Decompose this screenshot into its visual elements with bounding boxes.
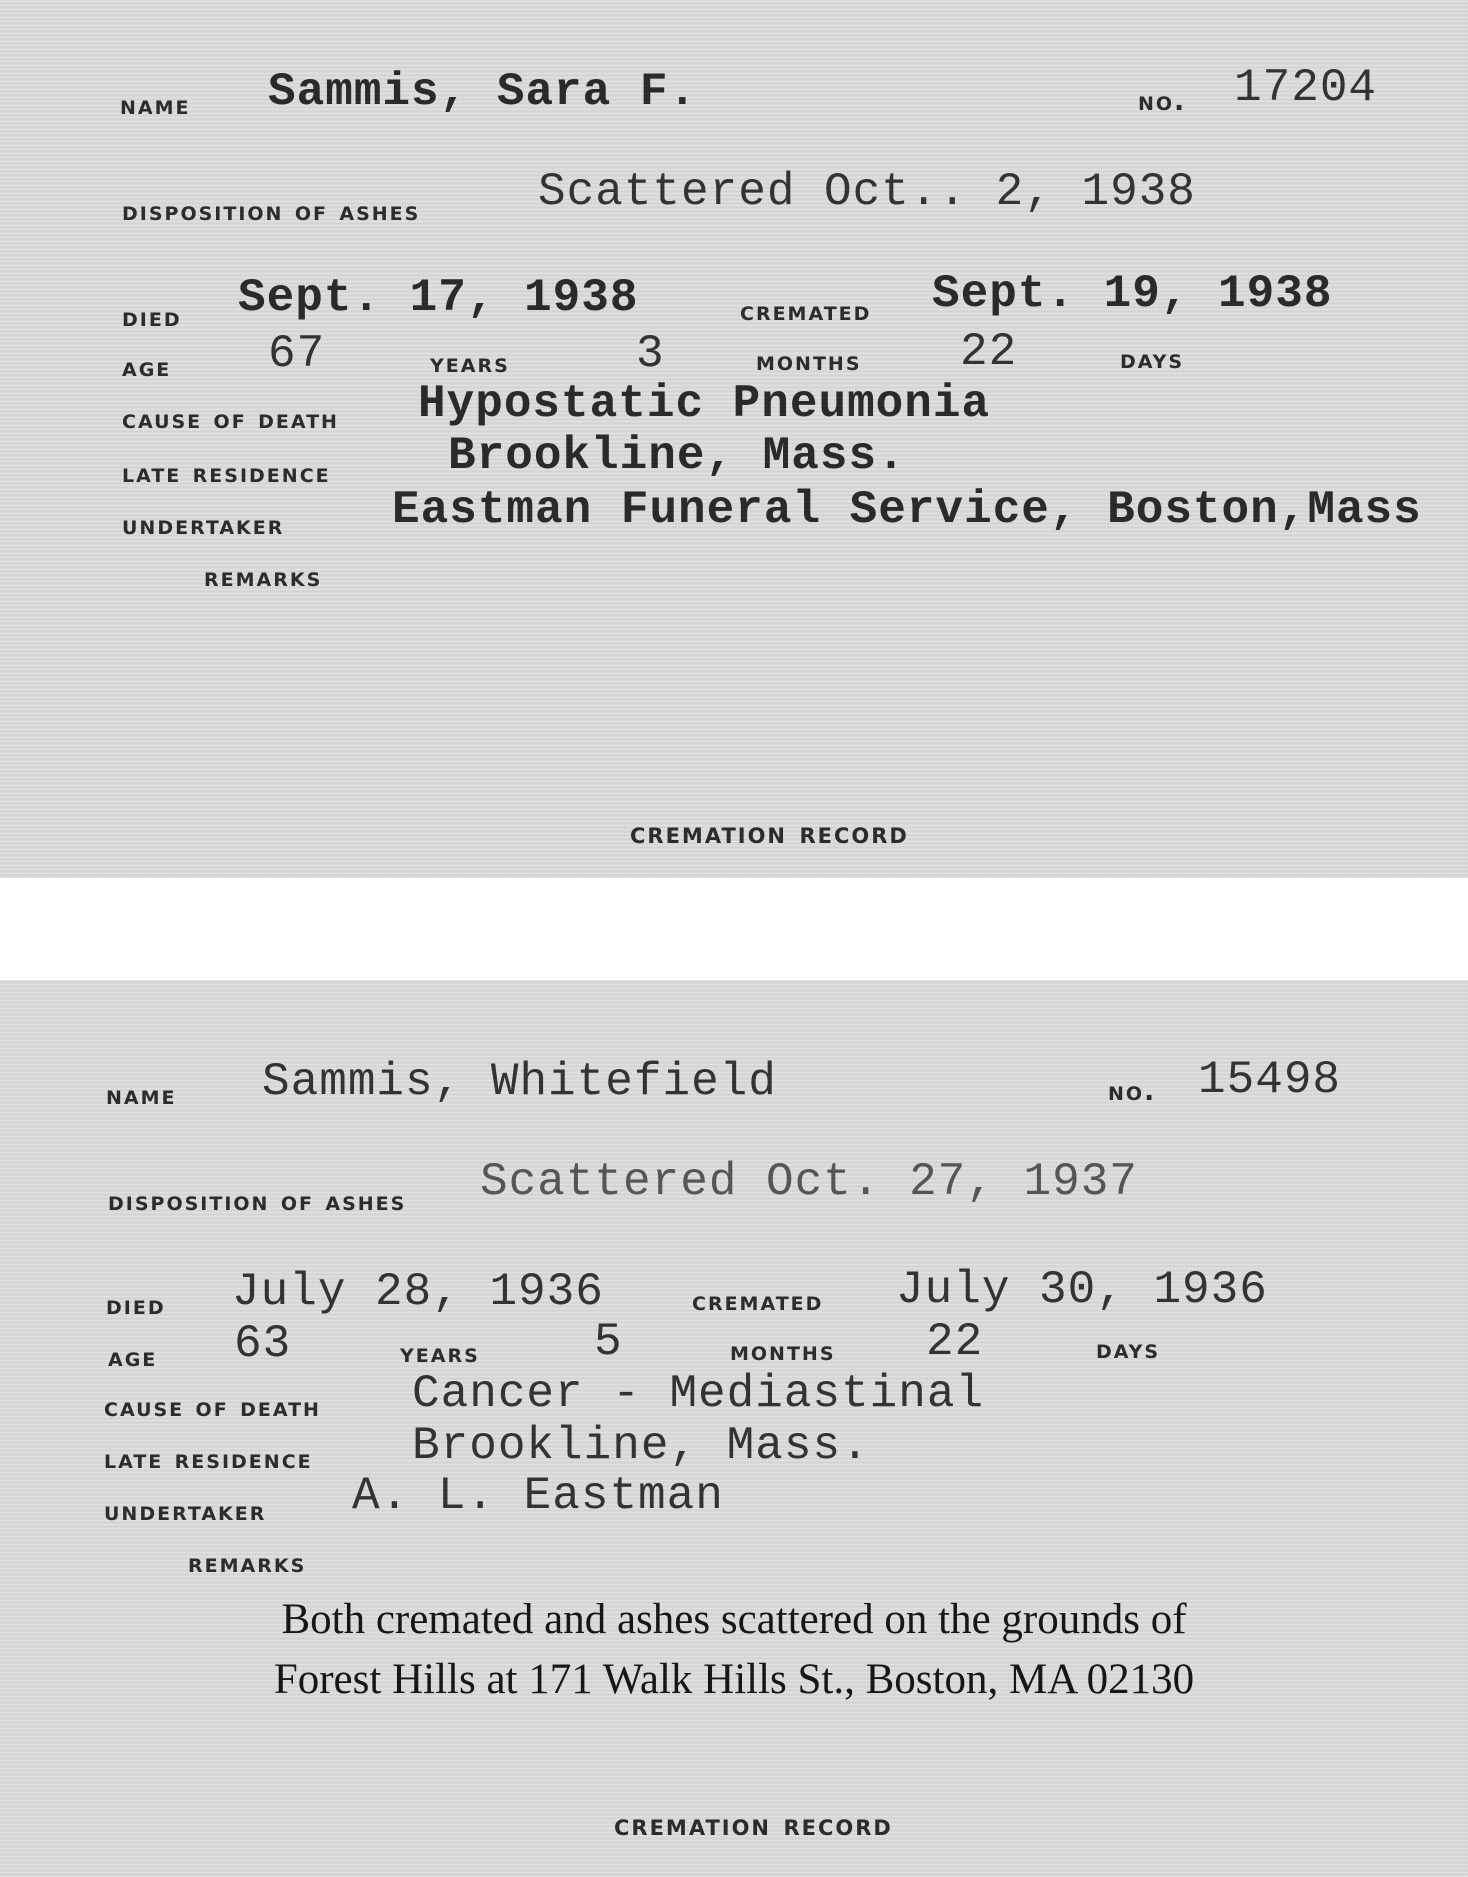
undertaker-label: undertaker xyxy=(104,1496,267,1527)
undertaker-label: undertaker xyxy=(122,510,285,541)
cremated-value: July 30, 1936 xyxy=(896,1264,1268,1316)
cremation-record-title: cremation record xyxy=(614,1808,893,1843)
cremated-label: cremated xyxy=(692,1286,824,1317)
remarks-label: remarks xyxy=(204,562,323,593)
name-label: name xyxy=(120,90,191,121)
died-label: died xyxy=(106,1290,166,1321)
cause-of-death-label: cause of death xyxy=(104,1392,321,1423)
cause-of-death-value: Hypostatic Pneumonia xyxy=(418,378,991,430)
late-residence-label: late residence xyxy=(104,1444,313,1475)
disposition-value: Scattered Oct.. 2, 1938 xyxy=(538,166,1196,218)
age-months-value: 5 xyxy=(594,1316,623,1368)
disposition-value: Scattered Oct. 27, 1937 xyxy=(480,1156,1138,1208)
age-label: age xyxy=(122,352,172,383)
age-months-value: 3 xyxy=(636,328,665,380)
age-days-value: 22 xyxy=(926,1316,984,1368)
age-years-value: 63 xyxy=(234,1318,292,1370)
years-label: years xyxy=(400,1338,480,1369)
number-value: 17204 xyxy=(1234,62,1378,114)
years-label: years xyxy=(430,348,510,379)
number-label: no. xyxy=(1138,86,1187,117)
remarks-label: remarks xyxy=(188,1548,307,1579)
age-label: age xyxy=(108,1342,158,1373)
days-label: days xyxy=(1096,1334,1161,1365)
name-value: Sammis, Whitefield xyxy=(262,1056,777,1108)
cause-of-death-label: cause of death xyxy=(122,404,339,435)
age-years-value: 67 xyxy=(268,328,326,380)
died-label: died xyxy=(122,302,182,333)
months-label: months xyxy=(756,346,862,377)
disposition-label: disposition of ashes xyxy=(122,196,421,227)
scattering-note-line-2: Forest Hills at 171 Walk Hills St., Boston, MA 02130 xyxy=(273,1656,1195,1703)
cause-of-death-value: Cancer - Mediastinal xyxy=(412,1368,985,1420)
cremation-record-card-2 xyxy=(0,980,1468,1877)
number-label: no. xyxy=(1108,1076,1157,1107)
disposition-label: disposition of ashes xyxy=(108,1186,407,1217)
died-value: July 28, 1936 xyxy=(232,1266,604,1318)
died-value: Sept. 17, 1938 xyxy=(238,272,639,324)
cremation-record-card-1 xyxy=(0,0,1468,878)
undertaker-value: Eastman Funeral Service, Boston,Mass xyxy=(392,484,1422,536)
cremated-label: cremated xyxy=(740,296,872,327)
scattering-note-line-1: Both cremated and ashes scattered on the grounds of xyxy=(281,1596,1187,1643)
late-residence-label: late residence xyxy=(122,458,331,489)
name-label: name xyxy=(106,1080,177,1111)
number-value: 15498 xyxy=(1198,1054,1342,1106)
cremation-record-title: cremation record xyxy=(630,816,909,851)
days-label: days xyxy=(1120,344,1185,375)
cremated-value: Sept. 19, 1938 xyxy=(932,268,1333,320)
months-label: months xyxy=(730,1336,836,1367)
late-residence-value: Brookline, Mass. xyxy=(448,430,906,482)
undertaker-value: A. L. Eastman xyxy=(352,1470,724,1522)
late-residence-value: Brookline, Mass. xyxy=(412,1420,870,1472)
name-value: Sammis, Sara F. xyxy=(268,66,698,118)
age-days-value: 22 xyxy=(960,326,1018,378)
